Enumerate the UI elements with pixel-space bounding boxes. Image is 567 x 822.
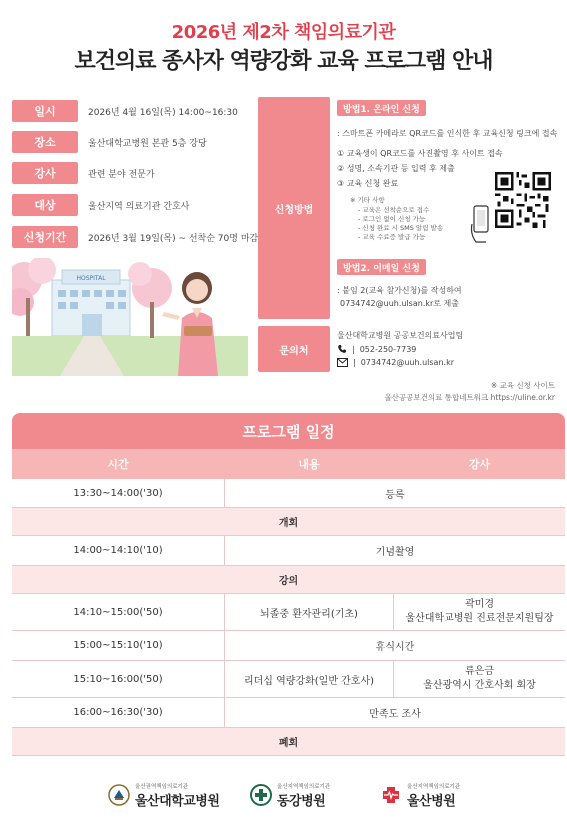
section-label: 개회 (278, 518, 299, 529)
title-line2: 보건의료 종사자 역량강화 교육 프로그램 안내 (74, 49, 493, 74)
contact-label: 문의처 (258, 326, 330, 372)
header-content: 내용 (298, 458, 320, 471)
site-note-line1: ※ 교육 신청 사이트 (490, 381, 555, 390)
logo-name: 울산병원 (407, 793, 456, 809)
speaker-title: 울산대학교병원 진료전문지원팀장 (405, 613, 554, 624)
section-row (12, 508, 565, 536)
row-content: 등록 (224, 479, 565, 507)
row-speaker (394, 594, 565, 630)
info-label: 대상 (12, 194, 78, 216)
section-row (12, 728, 565, 756)
site-note-line2[interactable]: 울산공공보건의료 통합네트워크 https://uline.or.kr (384, 393, 555, 402)
header-time: 시간 (107, 458, 129, 471)
logo-sub: 울산권역책임의료기관 (135, 783, 189, 790)
section-label: 폐회 (278, 738, 299, 749)
method1-note: - 교육은 선착순으로 접수 (358, 206, 430, 214)
hospital-nurse-illustration (12, 258, 248, 376)
method1-intro: : 스마트폰 카메라로 QR코드를 인식한 후 교육신청 링크에 접속 (337, 129, 558, 138)
hospital-sign-text: HOSPITAL (76, 275, 106, 282)
speaker-title: 울산광역시 간호사회 회장 (423, 680, 536, 691)
schedule-header-row (12, 449, 565, 479)
logo-name: 울산대학교병원 (135, 793, 220, 809)
method1-step: ③ 교육 신청 완료 (337, 179, 399, 188)
row-time: 16:00~16:30('30) (73, 707, 163, 718)
info-value: 관련 분야 전문가 (88, 169, 155, 180)
table-row (12, 479, 565, 508)
row-time: 14:00~14:10('10) (73, 545, 163, 556)
info-row-period (12, 226, 258, 248)
method2-tag: 방법2. 이메일 신청 (337, 259, 426, 275)
row-time: 14:10~15:00('50) (73, 606, 163, 618)
info-row-target (12, 194, 189, 216)
info-row-place (12, 131, 207, 153)
row-content: 리더십 역량강화(일반 간호사) (224, 661, 394, 697)
method2-line2: 0734742@uuh.ulsan.kr로 제출 (340, 299, 460, 308)
row-time: 15:00~15:10('10) (73, 640, 163, 651)
contact-org: 울산대학교병원 공공보건의료사업팀 (337, 331, 464, 340)
row-content: 기념촬영 (224, 536, 565, 565)
table-row (12, 594, 565, 631)
logo-name: 동강병원 (277, 793, 326, 809)
phone-icon (337, 344, 347, 354)
footer-logos (0, 775, 567, 815)
method1-note: - 교육 수료증 발급 가능 (358, 233, 426, 241)
schedule-table (12, 413, 565, 756)
donggang-emblem-icon (250, 784, 272, 806)
method1-note: - 신청 완료 시 SMS 알림 발송 (358, 224, 444, 232)
table-row (12, 536, 565, 566)
logo-donggang-hospital (250, 775, 330, 815)
qr-code-icon[interactable] (495, 172, 551, 228)
table-row (12, 661, 565, 698)
email-icon (337, 358, 348, 367)
method1-notes-title: ※ 기타 사항 (350, 196, 385, 204)
ulsan-hospital-emblem-icon (380, 784, 402, 806)
section-row (12, 566, 565, 594)
row-content: 뇌졸중 환자관리(기초) (224, 594, 394, 630)
contact-phone-row: | 052-250-7739 (337, 344, 416, 354)
row-speaker (394, 661, 565, 697)
smartphone-icon (468, 204, 492, 244)
method1-tag: 방법1. 온라인 신청 (337, 100, 426, 116)
uuh-emblem-icon (108, 784, 130, 806)
info-row-lecturer (12, 162, 155, 184)
schedule-title: 프로그램 일정 (12, 413, 565, 449)
contact-email: 0734742@uuh.ulsan.kr (360, 358, 454, 367)
title-line1: 2026년 제2차 책임의료기관 (171, 22, 396, 43)
method2-line1: : 붙임 2(교육 참가신청)를 작성하여 (337, 286, 462, 295)
table-row (12, 698, 565, 728)
speaker-name: 류은금 (465, 665, 494, 677)
method1-step: ① 교육생이 QR코드를 사진촬영 후 사이트 접속 (337, 149, 503, 158)
contact-phone: 052-250-7739 (359, 344, 417, 354)
info-row-date (12, 100, 238, 122)
info-value: 2026년 3월 19일(목) ~ 선착순 70명 마감 (88, 233, 259, 244)
info-label: 일시 (12, 100, 78, 122)
apply-method-label: 신청방법 (258, 97, 330, 319)
info-value: 울산지역 의료기관 간호사 (88, 201, 190, 212)
section-label: 강의 (278, 576, 299, 587)
info-value: 울산대학교병원 본관 5층 강당 (88, 138, 207, 149)
info-label: 신청기간 (12, 226, 78, 248)
table-row (12, 631, 565, 661)
row-content: 만족도 조사 (224, 698, 565, 727)
info-label: 강사 (12, 162, 78, 184)
header-speaker: 강사 (468, 458, 491, 471)
speaker-name: 곽미경 (465, 598, 494, 610)
logo-ulsan-hospital (380, 775, 460, 815)
method1-step: ② 성명, 소속기관 등 입력 후 제출 (337, 164, 455, 173)
logo-ulsan-university-hospital (108, 775, 219, 815)
logo-sub: 울산지역책임의료기관 (407, 783, 461, 790)
info-label: 장소 (12, 131, 78, 153)
info-value: 2026년 4월 16일(목) 14:00~16:30 (88, 107, 238, 118)
row-content: 휴식시간 (224, 631, 565, 660)
row-time: 15:10~16:00('50) (73, 673, 163, 685)
contact-email-row: | 0734742@uuh.ulsan.kr (337, 358, 454, 367)
method1-note: - 로그인 없이 신청 가능 (358, 215, 426, 223)
logo-sub: 울산지역책임의료기관 (277, 783, 331, 790)
row-time: 13:30~14:00('30) (73, 487, 163, 499)
